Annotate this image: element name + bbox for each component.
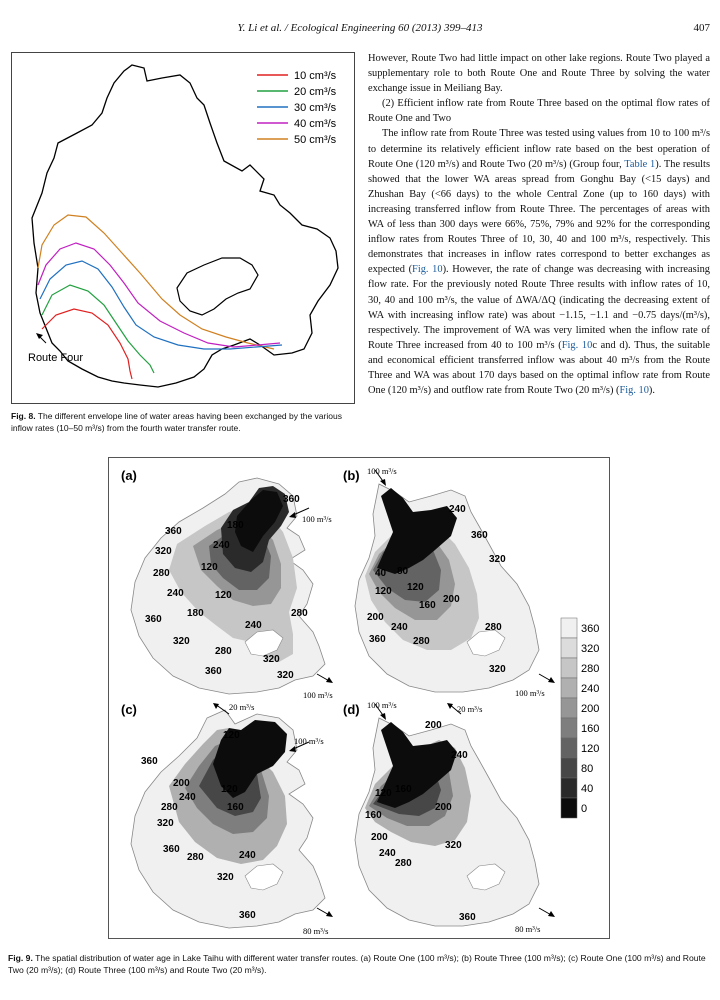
svg-text:120: 120 [375, 788, 392, 799]
svg-text:160: 160 [227, 802, 244, 813]
svg-text:280: 280 [395, 858, 412, 869]
panel-a [121, 468, 333, 700]
panel-c-route-two: 20 m³/s [229, 702, 255, 712]
svg-text:160: 160 [365, 810, 382, 821]
journal-citation: Y. Li et al. / Ecological Engineering 60 (2013) 399–413 [237, 22, 483, 34]
svg-text:200: 200 [425, 720, 442, 731]
panel-d-label: (d) [343, 702, 360, 717]
fig9-maps [109, 458, 609, 938]
panel-d [343, 700, 555, 934]
svg-text:120: 120 [407, 582, 424, 593]
svg-text:360: 360 [145, 614, 162, 625]
svg-text:240: 240 [213, 540, 230, 551]
colorbar-label-240: 240 [581, 683, 600, 695]
svg-text:160: 160 [419, 600, 436, 611]
page-number: 407 [693, 22, 710, 34]
fig8-caption [11, 410, 356, 434]
svg-text:240: 240 [167, 588, 184, 599]
colorbar-label-120: 120 [581, 743, 600, 755]
svg-text:240: 240 [379, 848, 396, 859]
fig9-caption-label: Fig. 9. [8, 953, 33, 963]
svg-text:360: 360 [163, 844, 180, 855]
colorbar-swatch-200 [561, 698, 577, 718]
svg-text:280: 280 [291, 608, 308, 619]
colorbar [561, 618, 599, 818]
panel-d-outflow: 80 m³/s [515, 924, 541, 934]
svg-text:180: 180 [227, 520, 244, 531]
svg-text:120: 120 [375, 586, 392, 597]
panel-a-inflow: 100 m³/s [302, 514, 332, 524]
svg-text:320: 320 [489, 554, 506, 565]
panel-b-inflow: 100 m³/s [367, 466, 397, 476]
svg-text:280: 280 [485, 622, 502, 633]
svg-text:120: 120 [215, 590, 232, 601]
svg-text:360: 360 [459, 912, 476, 923]
colorbar-label-80: 80 [581, 763, 594, 775]
svg-text:360: 360 [239, 910, 256, 921]
lake-outline [32, 65, 338, 387]
svg-text:240: 240 [451, 750, 468, 761]
svg-text:280: 280 [215, 646, 232, 657]
colorbar-label-200: 200 [581, 703, 600, 715]
svg-text:200: 200 [367, 612, 384, 623]
colorbar-swatch-0 [561, 798, 577, 818]
svg-text:320: 320 [173, 636, 190, 647]
subsection-heading: (2) Efficient inflow rate from Route Three based on the optimal flow rates of Route One and Two [368, 98, 710, 125]
colorbar-label-0: 0 [581, 803, 588, 815]
fig10-link-1[interactable]: Fig. 10 [412, 264, 443, 276]
colorbar-swatch-80 [561, 758, 577, 778]
svg-text:40: 40 [375, 568, 387, 579]
colorbar-label-40: 40 [581, 783, 594, 795]
svg-text:200: 200 [443, 594, 460, 605]
fig8-caption-text: The different envelope line of water areas having been exchanged by the various inflow rates (10–50 m³/s) from the fourth water transfer route. [11, 411, 342, 433]
panel-b [343, 466, 555, 698]
svg-text:320: 320 [155, 546, 172, 557]
svg-text:360: 360 [165, 526, 182, 537]
fig8-legend [257, 70, 337, 146]
svg-text:360: 360 [369, 634, 386, 645]
figure-9 [108, 457, 610, 939]
colorbar-swatch-160 [561, 718, 577, 738]
svg-text:320: 320 [277, 670, 294, 681]
svg-text:360: 360 [205, 666, 222, 677]
legend-20: 20 cm³/s [294, 86, 337, 98]
page-header [0, 22, 720, 40]
panel-c-outflow: 80 m³/s [303, 926, 329, 936]
panel-d-inflow: 100 m³/s [367, 700, 397, 710]
svg-text:280: 280 [413, 636, 430, 647]
fig8-map [12, 53, 354, 403]
panel-a-label: (a) [121, 468, 137, 483]
colorbar-swatch-320 [561, 638, 577, 658]
panel-b-outflow: 100 m³/s [515, 688, 545, 698]
svg-text:240: 240 [391, 622, 408, 633]
route-four-label: Route Four [28, 352, 84, 364]
panel-c-inflow: 100 m³/s [294, 736, 324, 746]
svg-text:280: 280 [187, 852, 204, 863]
lake-island [177, 258, 258, 315]
svg-text:240: 240 [245, 620, 262, 631]
svg-text:80: 80 [397, 566, 409, 577]
svg-text:320: 320 [263, 654, 280, 665]
colorbar-swatch-360 [561, 618, 577, 638]
panel-c [121, 702, 333, 936]
svg-text:180: 180 [187, 608, 204, 619]
colorbar-swatch-120 [561, 738, 577, 758]
envelope-10 [42, 309, 132, 379]
fig9-caption [8, 952, 713, 976]
svg-text:200: 200 [173, 778, 190, 789]
svg-text:320: 320 [217, 872, 234, 883]
legend-50: 50 cm³/s [294, 134, 337, 146]
svg-text:200: 200 [435, 802, 452, 813]
table1-link[interactable]: Table 1 [624, 158, 656, 170]
svg-text:120: 120 [223, 730, 240, 741]
colorbar-label-320: 320 [581, 643, 600, 655]
fig10-link-2[interactable]: Fig. 10 [561, 339, 593, 351]
svg-text:360: 360 [141, 756, 158, 767]
paragraph-2: The inflow rate from Route Three was tested using values from 10 to 100 m³/s to determine its relatively efficient inflow rate based on the best operation of Route One (120 m³/s) and Route Two (20 m³/s) (Group four, Table 1). The results showed that the lower WA areas spread from Gonghu Bay (<15 days) and Zhushan Bay (<66 days) to the whole Central Zone (up to 160 days) with increasing transferred inflow from Route Three. The percentages of areas with WA of less than 300 days were 66%, 75%, 79% and 92% for the corresponding inflow rates from Routes Three of 10, 30, 40 and 100 m³/s, respectively. This demonstrates that increases in inflow rates correspond to better exchanges as expected (Fig. 10). However, the rate of change was decreasing with increasing flow rate. For the previously noted Route Three results with inflow rates of 10, 30, 40 and 100 m³/s, the value of ΔWA/ΔQ (indicating the decreasing extent of WA with increasing inflow rate) was about −1.15, −1.1 and −0.75 days/(m³/s), respectively. The improvement of WA was very limited when the inflow rate of Route Three increased from 40 to 100 m³/s (Fig. 10c and d). Thus, the suitable and economical efficient transferred inflow was about 40 m³/s from the Route Three and WA was about 170 days based on the optimal inflow rate from Route One (120 m³/s) and outflow rate from Route Two (20 m³/s) (Fig. 10). [368, 128, 711, 397]
svg-text:120: 120 [201, 562, 218, 573]
legend-40: 40 cm³/s [294, 118, 337, 130]
svg-text:320: 320 [157, 818, 174, 829]
legend-10: 10 cm³/s [294, 70, 337, 82]
body-text [368, 51, 710, 398]
colorbar-label-160: 160 [581, 723, 600, 735]
svg-text:320: 320 [445, 840, 462, 851]
figure-8 [11, 52, 355, 404]
colorbar-swatch-240 [561, 678, 577, 698]
panel-a-outflow: 100 m³/s [303, 690, 333, 700]
colorbar-label-280: 280 [581, 663, 600, 675]
svg-text:240: 240 [449, 504, 466, 515]
svg-text:120: 120 [221, 784, 238, 795]
panel-c-label: (c) [121, 702, 137, 717]
svg-text:360: 360 [471, 530, 488, 541]
panel-d-route-two: 20 m³/s [457, 704, 483, 714]
paragraph-1: However, Route Two had little impact on other lake regions. Route Two played a supplementary role to both Route One and Route Three by solving the water exchange issue in Meiliang Bay. [368, 53, 710, 95]
svg-text:160: 160 [395, 784, 412, 795]
svg-text:240: 240 [179, 792, 196, 803]
colorbar-label-360: 360 [581, 623, 600, 635]
colorbar-swatch-280 [561, 658, 577, 678]
envelope-30 [40, 261, 282, 349]
panel-b-label: (b) [343, 468, 360, 483]
svg-text:280: 280 [153, 568, 170, 579]
svg-text:280: 280 [161, 802, 178, 813]
fig9-caption-text: The spatial distribution of water age in Lake Taihu with different water transfer routes. (a) Route One (100 m³/s); (b) Route Three (100 m³/s); (c) Route One (100 m³/s) and Route Two (20 m³/s); (d) Route Three (100 m³/s) and Route Two (20 m³/s). [8, 953, 706, 975]
svg-text:240: 240 [239, 850, 256, 861]
fig8-caption-label: Fig. 8. [11, 411, 36, 421]
svg-text:200: 200 [371, 832, 388, 843]
svg-text:360: 360 [283, 494, 300, 505]
colorbar-swatch-40 [561, 778, 577, 798]
fig10-link-3[interactable]: Fig. 10 [619, 385, 649, 397]
svg-text:320: 320 [489, 664, 506, 675]
envelope-50 [38, 215, 274, 349]
legend-30: 30 cm³/s [294, 102, 337, 114]
